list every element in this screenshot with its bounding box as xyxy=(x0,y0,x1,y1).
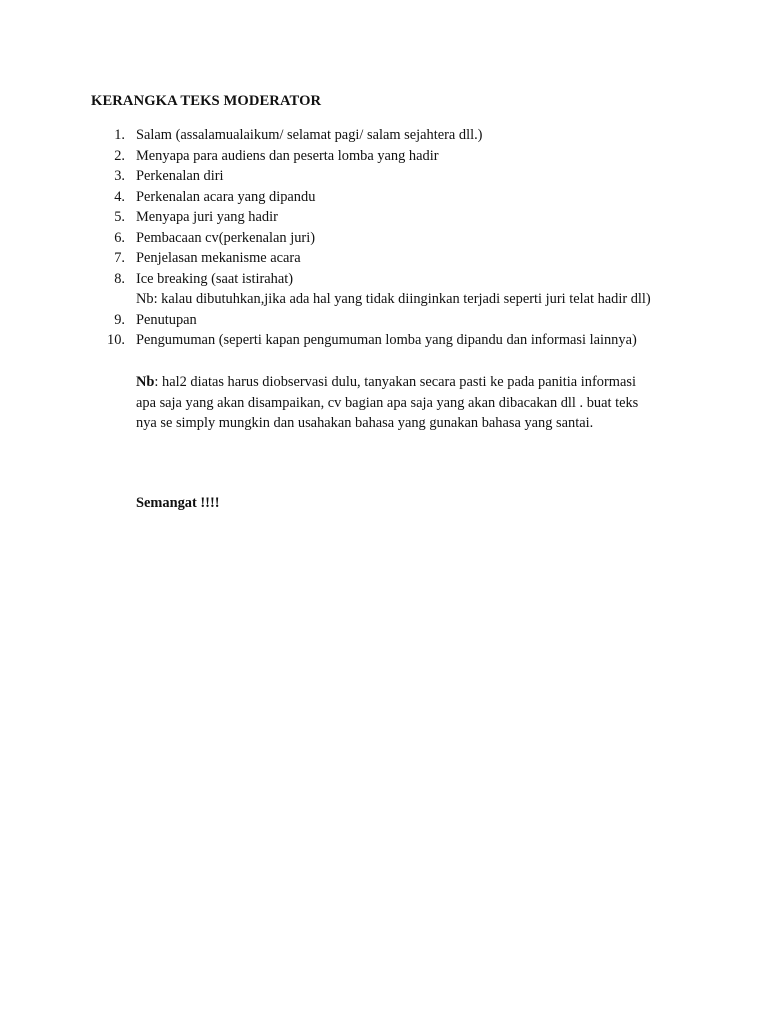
note-paragraph xyxy=(136,372,676,434)
note-line: apa saja yang akan disampaikan, cv bagian apa saja yang akan dibacakan dll . buat teks xyxy=(136,394,639,411)
list-item xyxy=(0,166,768,187)
list-item xyxy=(0,207,768,228)
list-item-number: 10. xyxy=(107,332,125,348)
list-item xyxy=(0,310,768,331)
list-item-number: 1. xyxy=(114,127,125,143)
list-item-number: 8. xyxy=(114,270,125,287)
list-item-text: Pembacaan cv(perkenalan juri) xyxy=(136,229,315,246)
outline-list xyxy=(0,125,768,351)
list-item-number: 2. xyxy=(114,147,125,164)
list-item xyxy=(0,330,768,351)
list-item-text: Pengumuman (seperti kapan pengumuman lomba yang dipandu dan informasi lainnya) xyxy=(136,332,637,348)
list-item-text: Penutupan xyxy=(136,311,197,328)
list-item-text: Salam (assalamualaikum/ selamat pagi/ salam sejahtera dll.) xyxy=(136,127,483,143)
list-item xyxy=(0,248,768,269)
list-item xyxy=(0,187,768,208)
list-item-text: Menyapa para audiens dan peserta lomba yang hadir xyxy=(136,147,439,164)
list-item-number: 5. xyxy=(114,209,125,225)
list-item-number: 6. xyxy=(114,229,125,246)
document-title: KERANGKA TEKS MODERATOR xyxy=(91,93,322,109)
list-item-text: Perkenalan diri xyxy=(136,168,224,184)
list-item-text: Penjelasan mekanisme acara xyxy=(136,250,301,266)
list-item-subnote-text: Nb: kalau dibutuhkan,jika ada hal yang tidak diinginkan terjadi seperti juri telat hadir dll) xyxy=(136,291,651,307)
list-item-text: Ice breaking (saat istirahat) xyxy=(136,270,294,287)
note-line xyxy=(136,372,676,393)
note-line: nya se simply mungkin dan usahakan bahasa yang gunakan bahasa yang santai. xyxy=(136,415,594,431)
list-item-number: 4. xyxy=(114,188,125,205)
list-item xyxy=(0,146,768,167)
note-text: : hal2 diatas harus diobservasi dulu, tanyakan secara pasti ke pada panitia informasi xyxy=(154,374,636,390)
list-item xyxy=(0,269,768,290)
list-item-number: 7. xyxy=(114,250,125,266)
list-item-text: Menyapa juri yang hadir xyxy=(136,209,278,225)
list-item xyxy=(0,228,768,249)
closing-text: Semangat !!!! xyxy=(136,495,220,511)
list-item-text: Perkenalan acara yang dipandu xyxy=(136,188,316,205)
list-item-number: 3. xyxy=(114,168,125,184)
list-item xyxy=(0,125,768,146)
list-item-subnote xyxy=(0,289,768,310)
note-label: Nb xyxy=(136,374,155,390)
list-item-number: 9. xyxy=(114,311,125,328)
